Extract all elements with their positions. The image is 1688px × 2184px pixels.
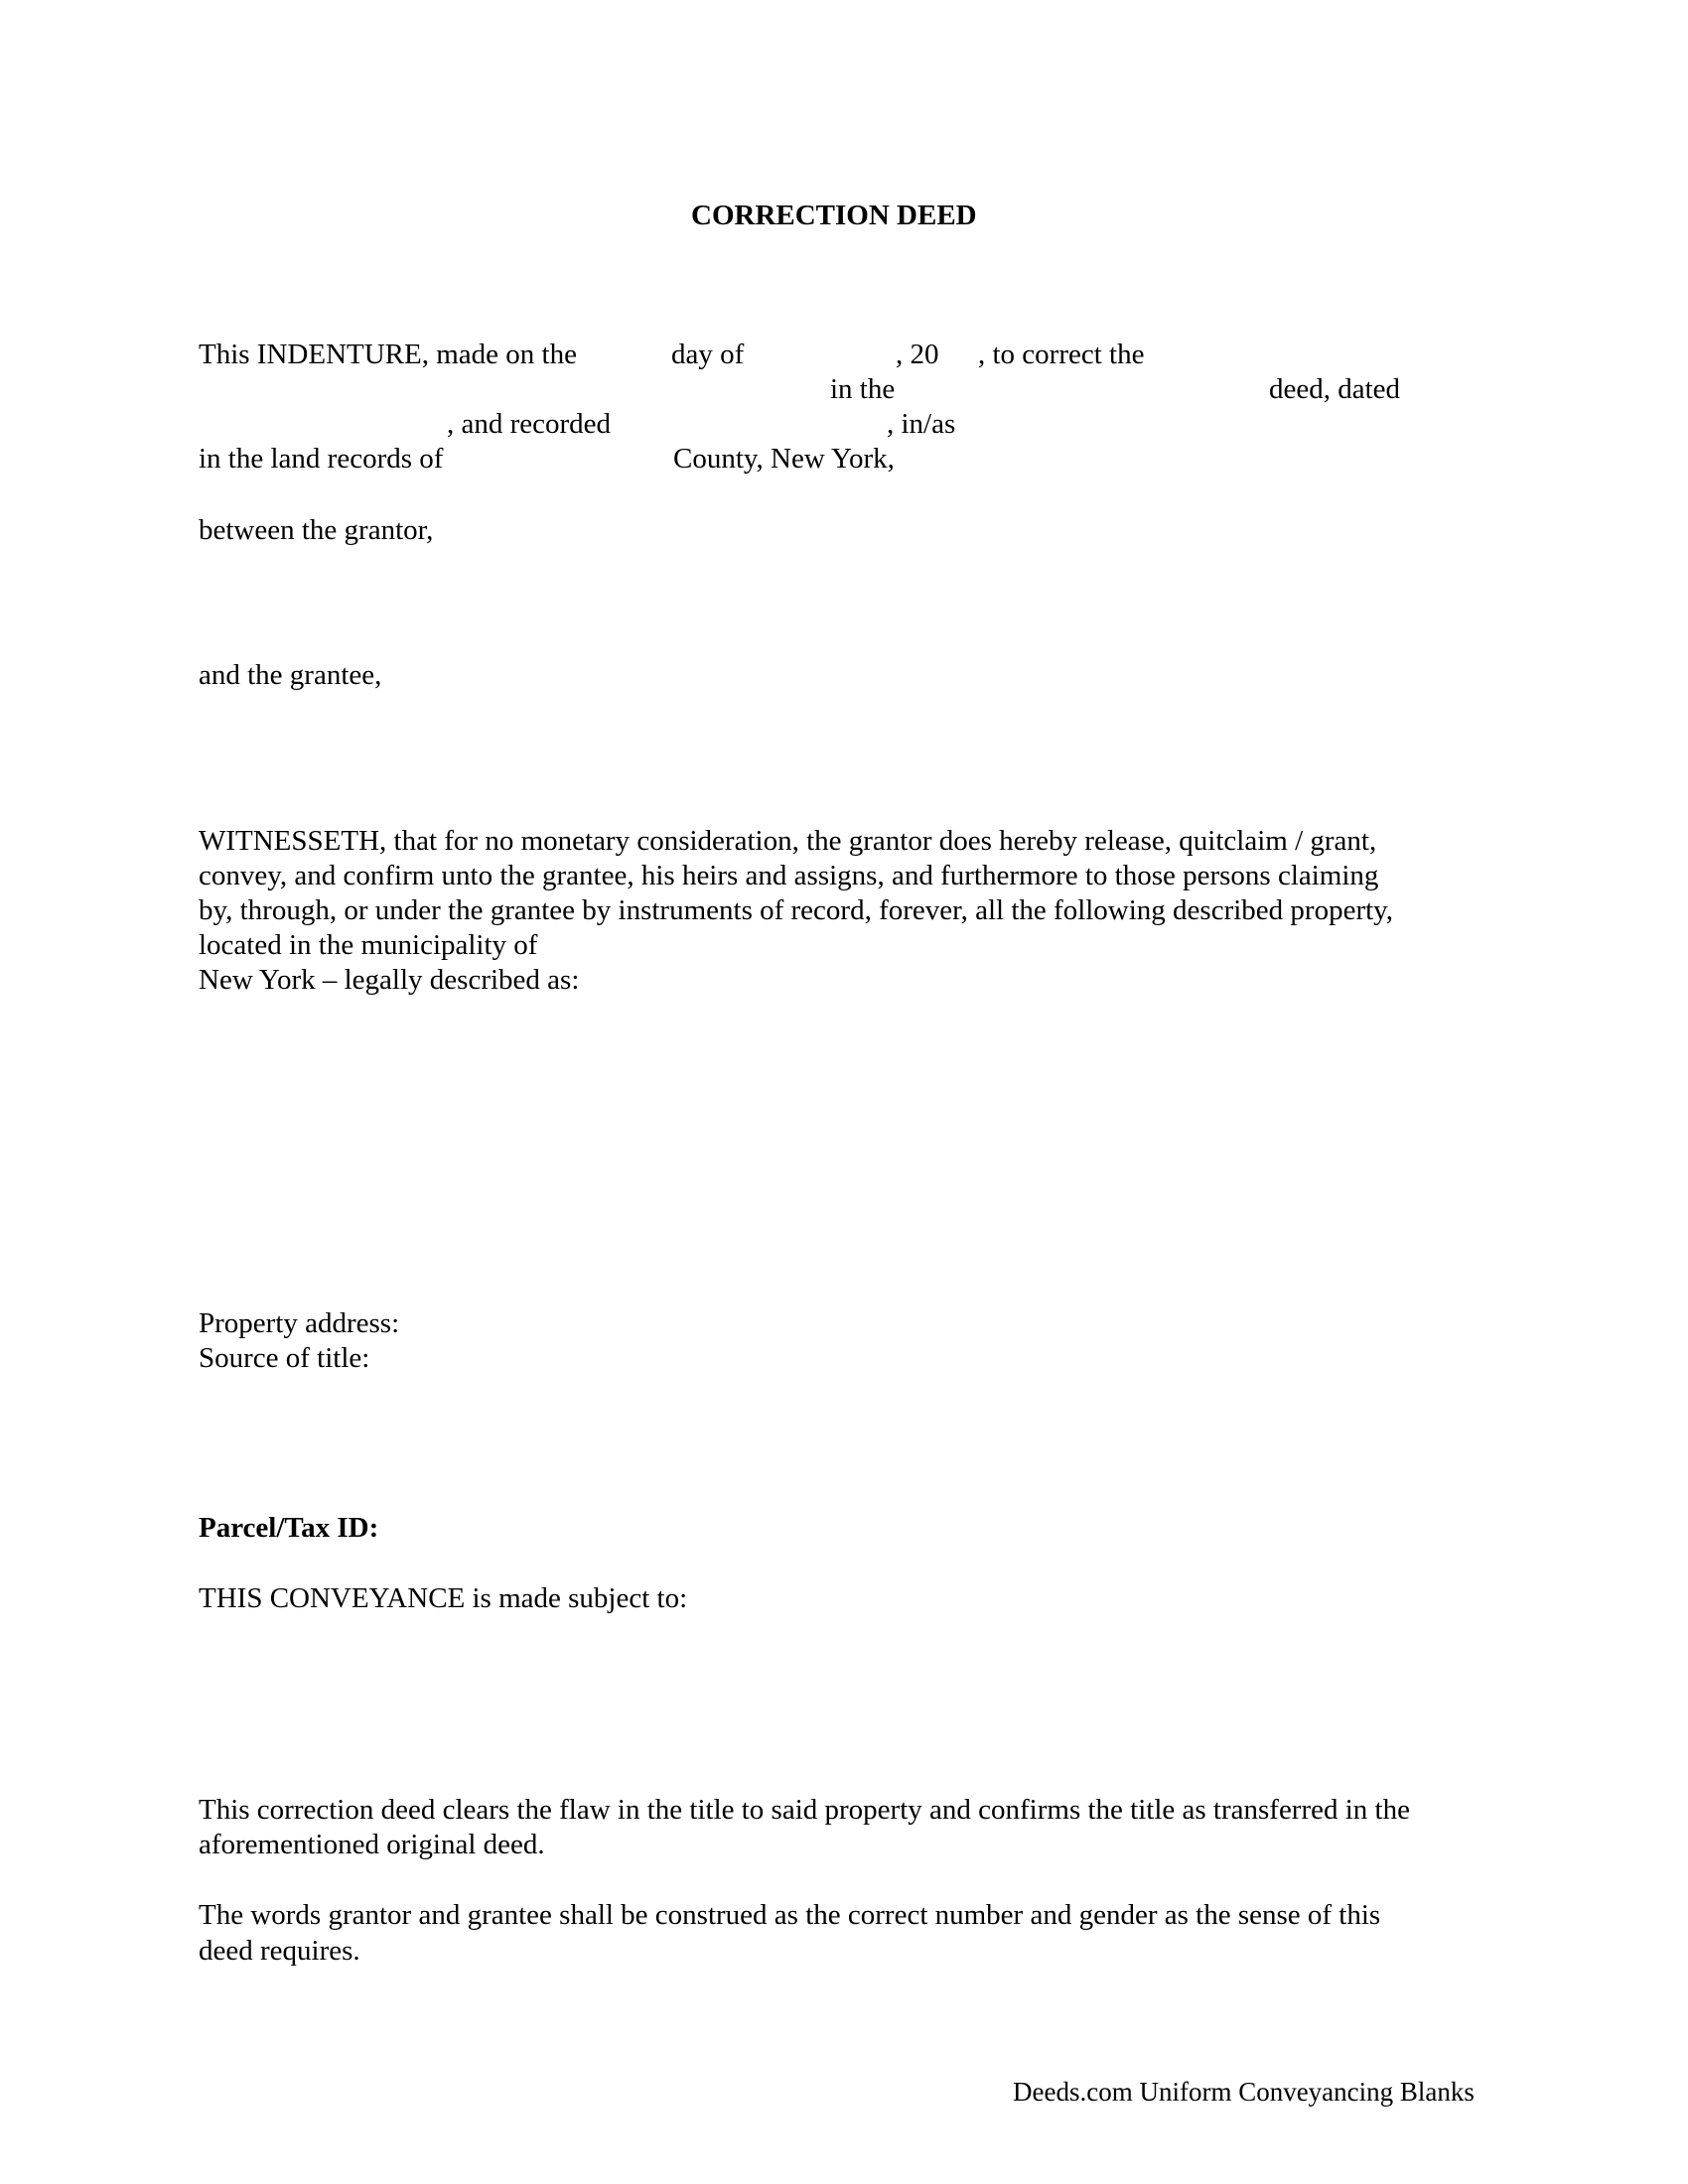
indenture-text: , in/as bbox=[887, 408, 956, 440]
witnesseth-line: by, through, or under the grantee by instruments of record, forever, all the following described property, bbox=[199, 894, 1394, 926]
witnesseth-line: convey, and confirm unto the grantee, his heirs and assigns, and furthermore to those persons claiming bbox=[199, 860, 1379, 891]
grantor-label: between the grantor, bbox=[199, 514, 434, 546]
indenture-text: , to correct the bbox=[978, 339, 1145, 370]
property-address-label: Property address: bbox=[199, 1307, 400, 1339]
indenture-text: This INDENTURE, made on the bbox=[199, 339, 577, 370]
witnesseth-line: WITNESSETH, that for no monetary consideration, the grantor does hereby release, quitclaim / grant, bbox=[199, 825, 1377, 857]
indenture-text: day of bbox=[671, 339, 745, 370]
indenture-text: in the bbox=[830, 373, 896, 405]
witnesseth-line: New York – legally described as: bbox=[199, 964, 580, 996]
source-of-title-label: Source of title: bbox=[199, 1342, 370, 1374]
grantee-label: and the grantee, bbox=[199, 659, 382, 691]
footer-credit: Deeds.com Uniform Conveyancing Blanks bbox=[1013, 2077, 1475, 2107]
page-title: CORRECTION DEED bbox=[691, 200, 977, 231]
construed-line: The words grantor and grantee shall be construed as the correct number and gender as the sense of this bbox=[199, 1899, 1381, 1931]
witnesseth-line: located in the municipality of bbox=[199, 929, 538, 961]
indenture-text: in the land records of bbox=[199, 443, 444, 475]
indenture-text: deed, dated bbox=[1269, 373, 1401, 405]
indenture-text: County, New York, bbox=[673, 443, 895, 475]
clears-flaw-line: aforementioned original deed. bbox=[199, 1829, 545, 1860]
indenture-text: , and recorded bbox=[447, 408, 612, 440]
clears-flaw-line: This correction deed clears the flaw in the title to said property and confirms the title as transferred in the bbox=[199, 1794, 1410, 1826]
parcel-tax-id-label: Parcel/Tax ID: bbox=[199, 1512, 379, 1544]
indenture-text: , 20 bbox=[896, 339, 939, 370]
conveyance-label: THIS CONVEYANCE is made subject to: bbox=[199, 1582, 688, 1614]
construed-line: deed requires. bbox=[199, 1935, 360, 1967]
